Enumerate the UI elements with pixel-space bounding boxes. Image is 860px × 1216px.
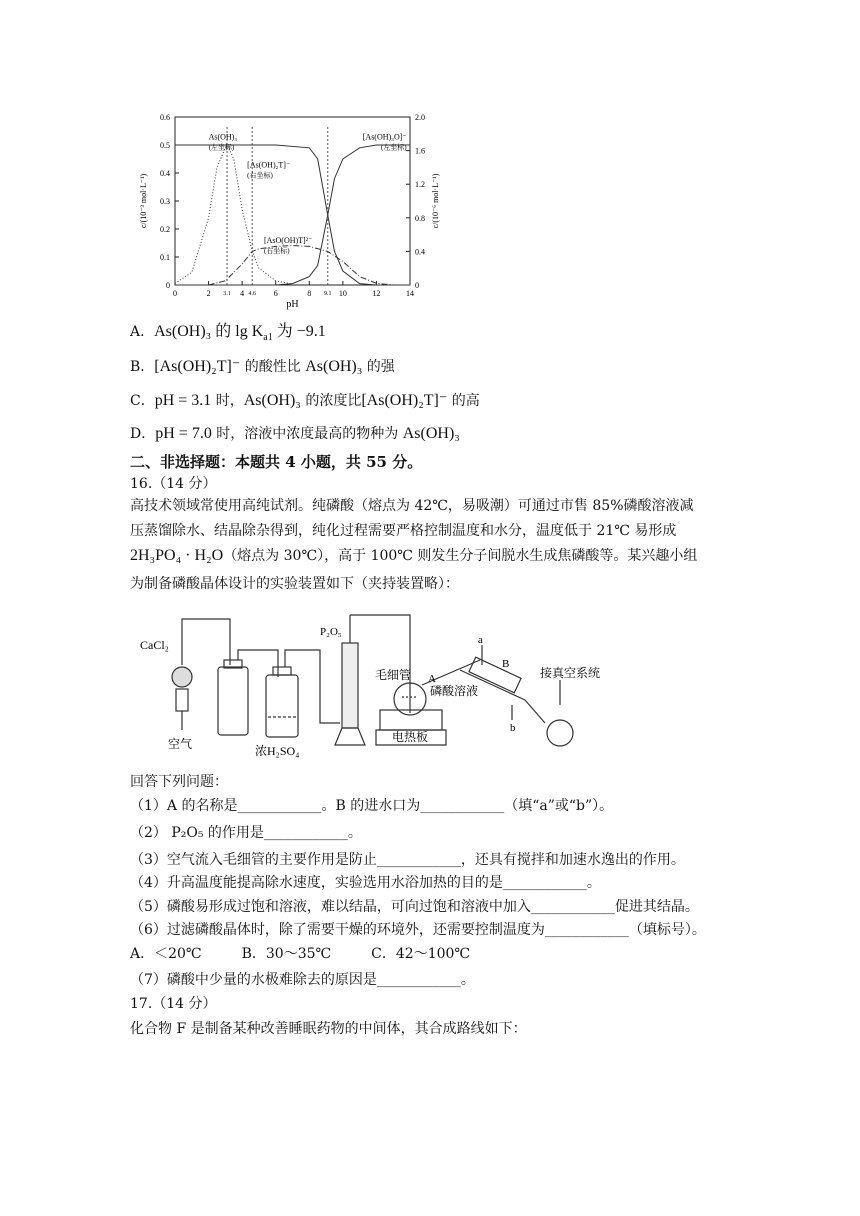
right-tick-label: 0 [415,281,419,290]
x-minor-label: 3.1 [223,291,231,297]
q16-paragraph-line3: 2H₃PO₄ · H₂O（熔点为 30℃），高于 100℃ 则发生分子间脱水生成焦磷酸等。某兴趣小组 [130,547,698,564]
right-tick-label: 1.6 [415,146,425,156]
question-4: （4）升高温度能提高除水速度，实验选用水浴加热的目的是____________。 [130,875,601,891]
label-air: 空气 [168,737,193,751]
label-b-outlet: b [510,722,516,734]
right-tick-label: 1.2 [415,180,425,190]
label-a-inlet: a [478,634,483,646]
x-tick-label: 2 [206,289,211,298]
section-title: 二、非选择题：本题共 4 小题，共 55 分。 [130,453,423,471]
left-tick-label: 0.1 [160,253,170,262]
q17-number: 17.（14 分） [130,996,217,1012]
label-solution: 磷酸溶液 [430,684,479,698]
q17-paragraph: 化合物 F 是制备某种改善睡眠药物的中间体，其合成路线如下： [130,1021,527,1037]
question-2: （2） P₂O₅ 的作用是____________。 [130,825,362,841]
species-label: [AsO(OH)T]²⁻ [263,236,313,245]
x-minor-label: 4.6 [248,291,256,297]
x-tick-label: 6 [273,289,278,298]
x-axis-label: pH [286,299,299,310]
species-axis-note: (右坐标) [263,247,290,255]
label-capillary: 毛细管 [375,668,412,682]
left-tick-label: 0 [166,281,170,290]
species-label: As(OH)₃ [208,132,238,142]
x-minor-label: 9.1 [324,291,332,297]
x-tick-label: 10 [338,289,347,298]
x-tick-label: 4 [240,289,245,298]
question-6: （6）过滤磷酸晶体时，除了需要干燥的环境外，还需要控制温度为____________（填标号）。 [130,922,706,938]
plot-frame [175,117,410,285]
q16-paragraph-line1: 高技术领域常使用高纯试剂。纯磷酸（熔点为 42℃，易吸潮）可通过市售 85%磷酸溶液减 [130,498,694,514]
species-label: [As(OH)₂T]⁻ [247,160,291,170]
left-axis-label: c/(10⁻³ mol·L⁻¹) [139,173,148,229]
option-d: D．pH = 7.0 时，溶液中浓度最高的物种为 As(OH)₃ [130,425,460,442]
right-tick-label: 2.0 [415,113,425,122]
q16-paragraph-line4: 为制备磷酸晶体设计的实验装置如下（夹持装置略）： [130,576,459,592]
series-line [175,145,410,285]
question-1: （1）A 的名称是____________。B 的进水口为____________（填“a”或“b”）。 [130,798,614,814]
option-c: C．pH = 3.1 时，As(OH)₃ 的浓度比[As(OH)₂T]⁻ 的高 [130,392,480,409]
series-line [175,145,410,285]
left-tick-label: 0.2 [160,225,170,234]
question-7: （7）磷酸中少量的水极难除去的原因是____________。 [130,972,475,988]
label-vacuum: 接真空系统 [540,666,600,680]
x-tick-label: 14 [406,289,414,298]
left-tick-label: 0.6 [160,113,170,122]
series-line [209,246,394,285]
right-axis-label: c/(10⁻⁶ mol·L⁻¹) [431,173,440,229]
x-tick-label: 12 [372,289,381,298]
label-heater: 电热板 [392,730,429,744]
species-axis-note: (左坐标) [380,143,407,152]
option-b: B．[As(OH)₂T]⁻ 的酸性比 As(OH)₃ 的强 [130,358,395,375]
question-6-options: A．＜20℃ B．30～35℃ C．42～100℃ [130,946,471,962]
label-b-condenser: B [502,658,510,670]
option-a: A．As(OH)₃ 的 $\lg K_{a1}$ 为 −9.1 [130,323,326,343]
label-h2so4: 浓H₂SO₄ [255,744,300,758]
species-label: [As(OH)₃O]⁻ [362,132,407,142]
species-axis-note: (左坐标) [208,143,235,152]
apparatus-diagram [130,605,600,765]
q16-paragraph-line2: 压蒸馏除水、结晶除杂得到，纯化过程需要严格控制温度和水分，温度低于 21℃ 易形成 [130,523,677,539]
species-axis-note: (右坐标) [247,171,273,180]
left-tick-label: 0.3 [160,197,170,206]
label-p2o5: P₂O₅ [320,626,342,638]
right-tick-label: 0.4 [415,247,425,257]
left-tick-label: 0.4 [160,169,170,178]
label-a-flask: A [428,673,436,685]
speciation-chart [130,105,450,320]
question-5: （5）磷酸易形成过饱和溶液，难以结晶，可向过饱和溶液中加入____________促进其结晶。 [130,899,699,915]
q16-number: 16.（14 分） [130,476,217,492]
question-3: （3）空气流入毛细管的主要作用是防止____________，还具有搅拌和加速水逸出的作用。 [130,852,685,868]
x-tick-label: 8 [307,289,312,298]
label-cacl2: CaCl₂ [140,638,169,652]
left-tick-label: 0.5 [160,141,170,150]
x-tick-label: 0 [173,289,177,298]
right-tick-label: 0.8 [415,213,425,223]
answer-intro: 回答下列问题： [130,774,228,790]
